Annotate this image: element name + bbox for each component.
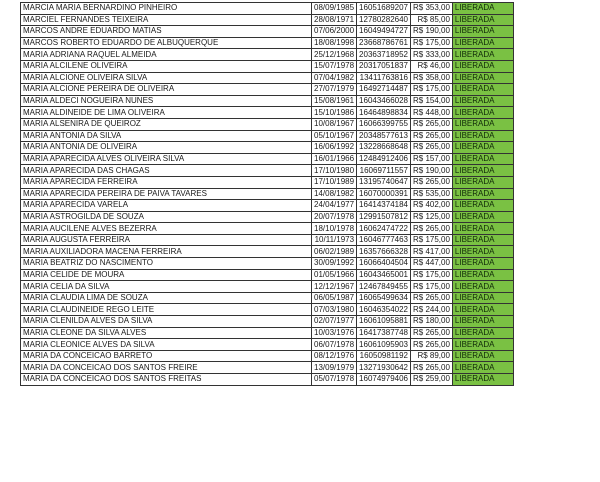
birth-date-cell[interactable]: 05/07/1978	[312, 374, 357, 386]
birth-date-cell[interactable]: 15/10/1986	[312, 107, 357, 119]
name-cell[interactable]: MARIA BEATRIZ DO NASCIMENTO	[21, 258, 312, 270]
name-cell[interactable]: MARIA DA CONCEICAO BARRETO	[21, 350, 312, 362]
status-cell[interactable]: LIBERADA	[452, 188, 513, 200]
birth-date-cell[interactable]: 17/10/1980	[312, 165, 357, 177]
status-cell[interactable]: LIBERADA	[452, 304, 513, 316]
status-cell[interactable]: LIBERADA	[452, 316, 513, 328]
birth-date-cell[interactable]: 15/07/1978	[312, 60, 357, 72]
name-cell[interactable]: MARIA CLAUDIA LIMA DE SOUZA	[21, 292, 312, 304]
status-cell[interactable]: LIBERADA	[452, 165, 513, 177]
name-cell[interactable]: MARCIA MARIA BERNARDINO PINHEIRO	[21, 3, 312, 15]
status-cell[interactable]: LIBERADA	[452, 234, 513, 246]
name-cell[interactable]: MARCOS ANDRE EDUARDO MATIAS	[21, 26, 312, 38]
status-cell[interactable]: LIBERADA	[452, 200, 513, 212]
status-cell[interactable]: LIBERADA	[452, 362, 513, 374]
birth-date-cell[interactable]: 01/05/1966	[312, 269, 357, 281]
id-number-cell[interactable]: 16066404504	[357, 258, 411, 270]
status-cell[interactable]: LIBERADA	[452, 118, 513, 130]
status-cell[interactable]: LIBERADA	[452, 107, 513, 119]
id-number-cell[interactable]: 16043466028	[357, 95, 411, 107]
name-cell[interactable]: MARIA CLAUDINEIDE REGO LEITE	[21, 304, 312, 316]
id-number-cell[interactable]: 13411763816	[357, 72, 411, 84]
name-cell[interactable]: MARIA APARECIDA DAS CHAGAS	[21, 165, 312, 177]
amount-cell[interactable]: R$ 358,00	[411, 72, 453, 84]
name-cell[interactable]: MARIA AUXILIADORA MACENA FERREIRA	[21, 246, 312, 258]
status-cell[interactable]: LIBERADA	[452, 72, 513, 84]
id-number-cell[interactable]: 12780282640	[357, 14, 411, 26]
id-number-cell[interactable]: 20348577613	[357, 130, 411, 142]
birth-date-cell[interactable]: 06/05/1987	[312, 292, 357, 304]
id-number-cell[interactable]: 16051689207	[357, 3, 411, 15]
status-cell[interactable]: LIBERADA	[452, 211, 513, 223]
name-cell[interactable]: MARIA AUCILENE ALVES BEZERRA	[21, 223, 312, 235]
table-row	[21, 3, 514, 15]
spreadsheet	[20, 2, 514, 386]
table-row	[21, 49, 514, 61]
id-number-cell[interactable]: 13195740647	[357, 176, 411, 188]
status-cell[interactable]: LIBERADA	[452, 246, 513, 258]
table-row	[21, 362, 514, 374]
id-number-cell[interactable]: 16049494727	[357, 26, 411, 38]
table-row	[21, 316, 514, 328]
table-body	[21, 3, 514, 386]
table-row	[21, 223, 514, 235]
amount-cell[interactable]: R$ 244,00	[411, 304, 453, 316]
id-number-cell[interactable]: 16070000391	[357, 188, 411, 200]
amount-cell[interactable]: R$ 535,00	[411, 188, 453, 200]
status-cell[interactable]: LIBERADA	[452, 130, 513, 142]
amount-cell[interactable]: R$ 89,00	[411, 350, 453, 362]
amount-cell[interactable]: R$ 265,00	[411, 118, 453, 130]
name-cell[interactable]: MARIA DA CONCEICAO DOS SANTOS FREITAS	[21, 374, 312, 386]
table-row	[21, 165, 514, 177]
amount-cell[interactable]: R$ 175,00	[411, 84, 453, 96]
amount-cell[interactable]: R$ 417,00	[411, 246, 453, 258]
name-cell[interactable]: MARIA ALDINEIDE DE LIMA OLIVEIRA	[21, 107, 312, 119]
name-cell[interactable]: MARIA CELIDE DE MOURA	[21, 269, 312, 281]
amount-cell[interactable]: R$ 190,00	[411, 26, 453, 38]
id-number-cell[interactable]: 16046354022	[357, 304, 411, 316]
name-cell[interactable]: MARIA ANTONIA DE OLIVEIRA	[21, 142, 312, 154]
amount-cell[interactable]: R$ 85,00	[411, 14, 453, 26]
name-cell[interactable]: MARIA DA CONCEICAO DOS SANTOS FREIRE	[21, 362, 312, 374]
beneficiary-table	[20, 2, 514, 386]
name-cell[interactable]: MARCOS ROBERTO EDUARDO DE ALBUQUERQUE	[21, 37, 312, 49]
birth-date-cell[interactable]: 18/10/1978	[312, 223, 357, 235]
status-cell[interactable]: LIBERADA	[452, 374, 513, 386]
amount-cell[interactable]: R$ 333,00	[411, 49, 453, 61]
table-row	[21, 304, 514, 316]
table-row	[21, 118, 514, 130]
status-cell[interactable]: LIBERADA	[452, 176, 513, 188]
birth-date-cell[interactable]: 08/12/1976	[312, 350, 357, 362]
id-number-cell[interactable]: 16066399755	[357, 118, 411, 130]
name-cell[interactable]: MARIA ALCIONE PEREIRA DE OLIVEIRA	[21, 84, 312, 96]
name-cell[interactable]: MARIA ALDECI NOGUEIRA NUNES	[21, 95, 312, 107]
birth-date-cell[interactable]: 10/11/1973	[312, 234, 357, 246]
name-cell[interactable]: MARIA ALCIONE OLIVEIRA SILVA	[21, 72, 312, 84]
table-row	[21, 188, 514, 200]
amount-cell[interactable]: R$ 265,00	[411, 327, 453, 339]
amount-cell[interactable]: R$ 353,00	[411, 3, 453, 15]
id-number-cell[interactable]: 16062474722	[357, 223, 411, 235]
id-number-cell[interactable]: 20363718952	[357, 49, 411, 61]
table-row	[21, 234, 514, 246]
amount-cell[interactable]: R$ 125,00	[411, 211, 453, 223]
status-cell[interactable]: LIBERADA	[452, 223, 513, 235]
table-row	[21, 292, 514, 304]
amount-cell[interactable]: R$ 157,00	[411, 153, 453, 165]
id-number-cell[interactable]: 16074979406	[357, 374, 411, 386]
amount-cell[interactable]: R$ 259,00	[411, 374, 453, 386]
id-number-cell[interactable]: 16050981192	[357, 350, 411, 362]
name-cell[interactable]: MARIA ALCILENE OLIVEIRA	[21, 60, 312, 72]
name-cell[interactable]: MARIA APARECIDA VARELA	[21, 200, 312, 212]
id-number-cell[interactable]: 12467849455	[357, 281, 411, 293]
table-row	[21, 37, 514, 49]
amount-cell[interactable]: R$ 190,00	[411, 165, 453, 177]
amount-cell[interactable]: R$ 46,00	[411, 60, 453, 72]
birth-date-cell[interactable]: 17/10/1989	[312, 176, 357, 188]
table-row	[21, 107, 514, 119]
status-cell[interactable]: LIBERADA	[452, 142, 513, 154]
id-number-cell[interactable]: 16492714487	[357, 84, 411, 96]
table-row	[21, 26, 514, 38]
status-cell[interactable]: LIBERADA	[452, 292, 513, 304]
name-cell[interactable]: MARIA CELIA DA SILVA	[21, 281, 312, 293]
birth-date-cell[interactable]: 08/09/1985	[312, 3, 357, 15]
birth-date-cell[interactable]: 14/08/1982	[312, 188, 357, 200]
amount-cell[interactable]: R$ 265,00	[411, 142, 453, 154]
amount-cell[interactable]: R$ 448,00	[411, 107, 453, 119]
table-row	[21, 14, 514, 26]
id-number-cell[interactable]: 16417387748	[357, 327, 411, 339]
name-cell[interactable]: MARIA APARECIDA FERREIRA	[21, 176, 312, 188]
name-cell[interactable]: MARIA CLENILDA ALVES DA SILVA	[21, 316, 312, 328]
table-row	[21, 269, 514, 281]
table-row	[21, 130, 514, 142]
amount-cell[interactable]: R$ 402,00	[411, 200, 453, 212]
status-cell[interactable]: LIBERADA	[452, 327, 513, 339]
status-cell[interactable]: LIBERADA	[452, 49, 513, 61]
birth-date-cell[interactable]: 27/07/1979	[312, 84, 357, 96]
status-cell[interactable]: LIBERADA	[452, 339, 513, 351]
name-cell[interactable]: MARIA CLEONE DA SILVA ALVES	[21, 327, 312, 339]
birth-date-cell[interactable]: 07/03/1980	[312, 304, 357, 316]
id-number-cell[interactable]: 16061095903	[357, 339, 411, 351]
table-row	[21, 84, 514, 96]
table-row	[21, 211, 514, 223]
amount-cell[interactable]: R$ 175,00	[411, 234, 453, 246]
status-cell[interactable]: LIBERADA	[452, 84, 513, 96]
status-cell[interactable]: LIBERADA	[452, 14, 513, 26]
birth-date-cell[interactable]: 10/03/1976	[312, 327, 357, 339]
name-cell[interactable]: MARIA APARECIDA PEREIRA DE PAIVA TAVARES	[21, 188, 312, 200]
table-row	[21, 258, 514, 270]
amount-cell[interactable]: R$ 265,00	[411, 362, 453, 374]
amount-cell[interactable]: R$ 175,00	[411, 37, 453, 49]
status-cell[interactable]: LIBERADA	[452, 26, 513, 38]
status-cell[interactable]: LIBERADA	[452, 60, 513, 72]
amount-cell[interactable]: R$ 265,00	[411, 130, 453, 142]
id-number-cell[interactable]: 23668786761	[357, 37, 411, 49]
table-row	[21, 60, 514, 72]
amount-cell[interactable]: R$ 265,00	[411, 292, 453, 304]
id-number-cell[interactable]: 13271930642	[357, 362, 411, 374]
status-cell[interactable]: LIBERADA	[452, 269, 513, 281]
id-number-cell[interactable]: 16046777463	[357, 234, 411, 246]
table-row	[21, 281, 514, 293]
birth-date-cell[interactable]: 25/12/1968	[312, 49, 357, 61]
id-number-cell[interactable]: 13228668648	[357, 142, 411, 154]
birth-date-cell[interactable]: 15/08/1961	[312, 95, 357, 107]
name-cell[interactable]: MARIA APARECIDA ALVES OLIVEIRA SILVA	[21, 153, 312, 165]
table-row	[21, 142, 514, 154]
birth-date-cell[interactable]: 16/06/1992	[312, 142, 357, 154]
table-row	[21, 350, 514, 362]
status-cell[interactable]: LIBERADA	[452, 37, 513, 49]
birth-date-cell[interactable]: 05/10/1967	[312, 130, 357, 142]
id-number-cell[interactable]: 16065499634	[357, 292, 411, 304]
birth-date-cell[interactable]: 18/08/1998	[312, 37, 357, 49]
name-cell[interactable]: MARIA ANTONIA DA SILVA	[21, 130, 312, 142]
amount-cell[interactable]: R$ 175,00	[411, 281, 453, 293]
id-number-cell[interactable]: 20317051837	[357, 60, 411, 72]
birth-date-cell[interactable]: 16/01/1966	[312, 153, 357, 165]
amount-cell[interactable]: R$ 154,00	[411, 95, 453, 107]
table-row	[21, 176, 514, 188]
table-row	[21, 153, 514, 165]
id-number-cell[interactable]: 16043465001	[357, 269, 411, 281]
amount-cell[interactable]: R$ 265,00	[411, 176, 453, 188]
amount-cell[interactable]: R$ 265,00	[411, 339, 453, 351]
status-cell[interactable]: LIBERADA	[452, 95, 513, 107]
birth-date-cell[interactable]: 30/09/1992	[312, 258, 357, 270]
status-cell[interactable]: LIBERADA	[452, 281, 513, 293]
status-cell[interactable]: LIBERADA	[452, 3, 513, 15]
id-number-cell[interactable]: 16069711557	[357, 165, 411, 177]
name-cell[interactable]: MARCIEL FERNANDES TEIXEIRA	[21, 14, 312, 26]
id-number-cell[interactable]: 16061095881	[357, 316, 411, 328]
birth-date-cell[interactable]: 07/04/1982	[312, 72, 357, 84]
birth-date-cell[interactable]: 13/09/1979	[312, 362, 357, 374]
amount-cell[interactable]: R$ 265,00	[411, 223, 453, 235]
id-number-cell[interactable]: 12484912406	[357, 153, 411, 165]
name-cell[interactable]: MARIA AUGUSTA FERREIRA	[21, 234, 312, 246]
amount-cell[interactable]: R$ 175,00	[411, 269, 453, 281]
birth-date-cell[interactable]: 10/08/1967	[312, 118, 357, 130]
table-row	[21, 374, 514, 386]
id-number-cell[interactable]: 16357666328	[357, 246, 411, 258]
amount-cell[interactable]: R$ 180,00	[411, 316, 453, 328]
table-row	[21, 72, 514, 84]
name-cell[interactable]: MARIA CLEONICE ALVES DA SILVA	[21, 339, 312, 351]
amount-cell[interactable]: R$ 447,00	[411, 258, 453, 270]
id-number-cell[interactable]: 12991507812	[357, 211, 411, 223]
id-number-cell[interactable]: 16464898834	[357, 107, 411, 119]
birth-date-cell[interactable]: 24/04/1977	[312, 200, 357, 212]
table-row	[21, 246, 514, 258]
birth-date-cell[interactable]: 02/07/1977	[312, 316, 357, 328]
birth-date-cell[interactable]: 06/07/1978	[312, 339, 357, 351]
birth-date-cell[interactable]: 07/06/2000	[312, 26, 357, 38]
name-cell[interactable]: MARIA ADRIANA RAQUEL ALMEIDA	[21, 49, 312, 61]
birth-date-cell[interactable]: 20/07/1978	[312, 211, 357, 223]
table-row	[21, 339, 514, 351]
status-cell[interactable]: LIBERADA	[452, 153, 513, 165]
id-number-cell[interactable]: 16414374184	[357, 200, 411, 212]
status-cell[interactable]: LIBERADA	[452, 258, 513, 270]
name-cell[interactable]: MARIA ALSENIRA DE QUEIROZ	[21, 118, 312, 130]
status-cell[interactable]: LIBERADA	[452, 350, 513, 362]
table-row	[21, 327, 514, 339]
table-row	[21, 200, 514, 212]
birth-date-cell[interactable]: 12/12/1967	[312, 281, 357, 293]
birth-date-cell[interactable]: 06/02/1989	[312, 246, 357, 258]
name-cell[interactable]: MARIA ASTROGILDA DE SOUZA	[21, 211, 312, 223]
table-row	[21, 95, 514, 107]
birth-date-cell[interactable]: 28/08/1971	[312, 14, 357, 26]
